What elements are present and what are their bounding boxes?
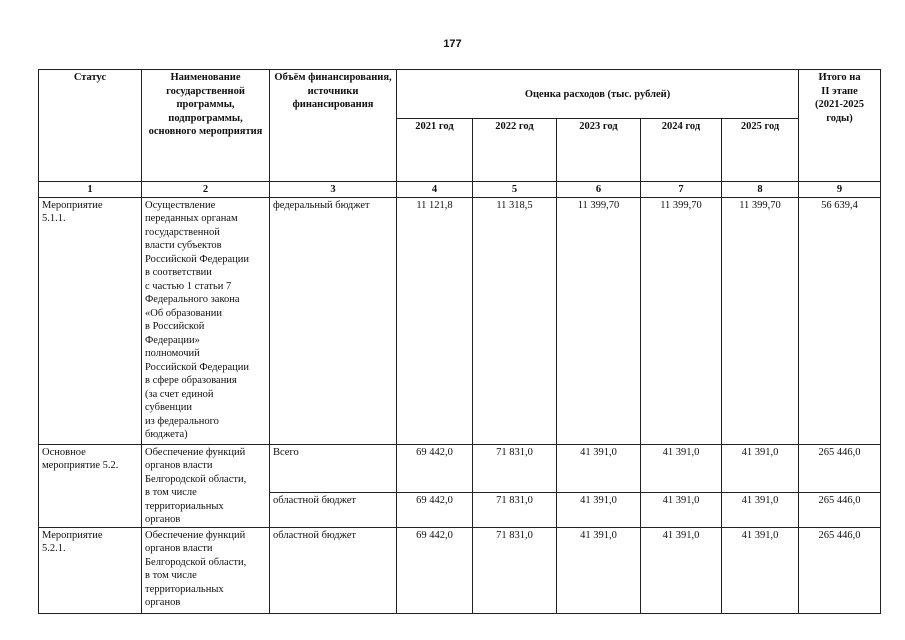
budget-table <box>38 69 881 614</box>
row-funding-source: федеральный бюджет <box>270 197 397 444</box>
row-total: 265 446,0 <box>799 527 881 613</box>
row-total: 265 446,0 <box>799 492 881 527</box>
column-number: 5 <box>473 182 557 198</box>
row-value: 11 318,5 <box>473 197 557 444</box>
row-value: 11 399,70 <box>641 197 722 444</box>
row-value: 41 391,0 <box>641 527 722 613</box>
table-row <box>39 197 881 444</box>
column-number: 9 <box>799 182 881 198</box>
column-numbers-row <box>39 182 881 198</box>
header-year: 2021 год <box>397 119 473 182</box>
header-program-name: Наименование государственной программы, подпрограммы, основного мероприятия <box>142 70 270 182</box>
row-value: 69 442,0 <box>397 527 473 613</box>
row-value: 41 391,0 <box>722 492 799 527</box>
row-value: 41 391,0 <box>722 527 799 613</box>
table-row <box>39 444 881 492</box>
page-number: 177 <box>443 38 462 50</box>
row-status: Мероприятие 5.2.1. <box>39 527 142 613</box>
row-value: 11 399,70 <box>722 197 799 444</box>
row-total: 56 639,4 <box>799 197 881 444</box>
header-row <box>39 70 881 119</box>
row-value: 69 442,0 <box>397 444 473 492</box>
row-funding-source: Всего <box>270 444 397 492</box>
header-funding-volume: Объём финансирования, источники финансирования <box>270 70 397 182</box>
row-total: 265 446,0 <box>799 444 881 492</box>
row-value: 41 391,0 <box>557 492 641 527</box>
row-value: 11 121,8 <box>397 197 473 444</box>
column-number: 8 <box>722 182 799 198</box>
row-value: 41 391,0 <box>557 527 641 613</box>
column-number: 3 <box>270 182 397 198</box>
row-value: 71 831,0 <box>473 527 557 613</box>
header-year: 2025 год <box>722 119 799 182</box>
row-program-name: Обеспечение функций органов власти Белгородской области, в том числе территориальных органов <box>142 444 270 527</box>
row-funding-source: областной бюджет <box>270 492 397 527</box>
header-status: Статус <box>39 70 142 182</box>
row-value: 41 391,0 <box>641 492 722 527</box>
row-value: 41 391,0 <box>557 444 641 492</box>
row-value: 41 391,0 <box>722 444 799 492</box>
header-year: 2023 год <box>557 119 641 182</box>
header-year: 2024 год <box>641 119 722 182</box>
column-number: 7 <box>641 182 722 198</box>
header-year: 2022 год <box>473 119 557 182</box>
row-value: 11 399,70 <box>557 197 641 444</box>
row-funding-source: областной бюджет <box>270 527 397 613</box>
row-value: 69 442,0 <box>397 492 473 527</box>
column-number: 6 <box>557 182 641 198</box>
row-status: Мероприятие 5.1.1. <box>39 197 142 444</box>
row-value: 71 831,0 <box>473 492 557 527</box>
header-expense-estimate: Оценка расходов (тыс. рублей) <box>397 70 799 119</box>
column-number: 2 <box>142 182 270 198</box>
column-number: 1 <box>39 182 142 198</box>
row-program-name: Обеспечение функций органов власти Белгородской области, в том числе территориальных органов <box>142 527 270 613</box>
column-number: 4 <box>397 182 473 198</box>
row-value: 71 831,0 <box>473 444 557 492</box>
header-stage-total: Итого на II этапе (2021-2025 годы) <box>799 70 881 182</box>
row-value: 41 391,0 <box>641 444 722 492</box>
row-program-name: Осуществление переданных органам государственной власти субъектов Российской Федерации в соответствии с частью 1 статьи 7 Федерального закона «Об образовании в Российской Федерации» полномочий Российской Федерации в сфере образования (за счет единой субвенции из федерального бюджета) <box>142 197 270 444</box>
row-status: Основное мероприятие 5.2. <box>39 444 142 527</box>
table-row <box>39 527 881 613</box>
